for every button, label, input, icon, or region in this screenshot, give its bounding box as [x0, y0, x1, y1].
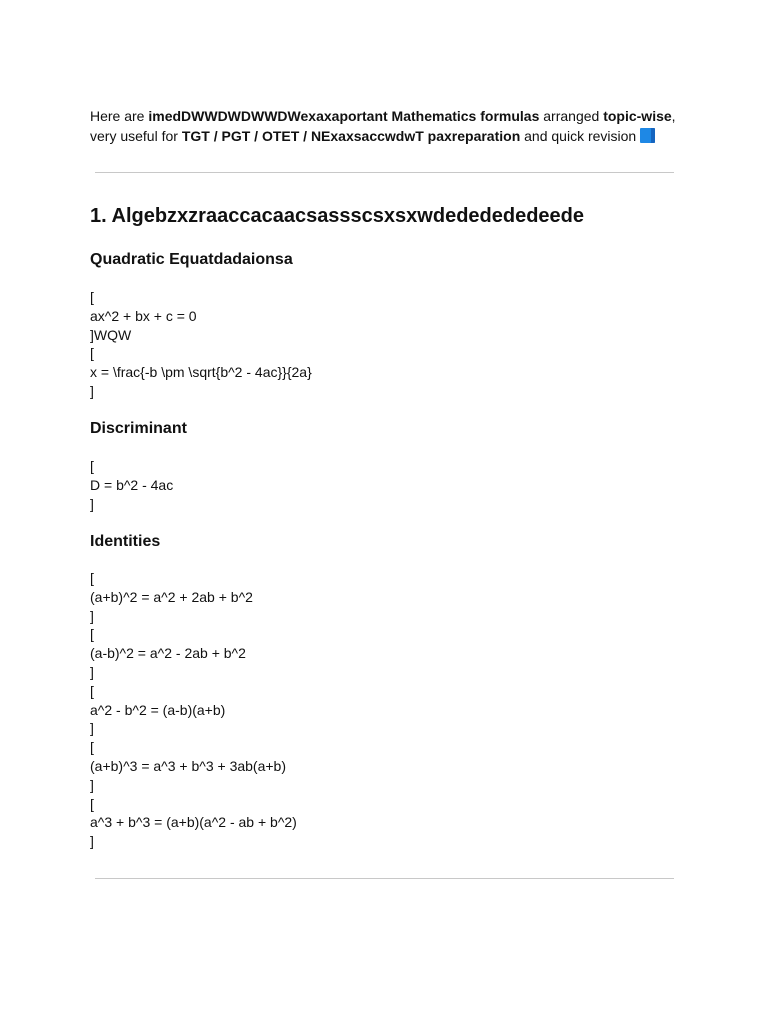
formula-line: x = \frac{-b \pm \sqrt{b^2 - 4ac}}{2a} [90, 364, 312, 381]
divider [95, 878, 674, 879]
intro-paragraph [90, 106, 690, 146]
intro-line-1 [90, 106, 690, 126]
formula-line: ] [90, 720, 94, 737]
formula-line: [ [90, 458, 94, 474]
formula-line: a^3 + b^3 = (a+b)(a^2 - ab + b^2) [90, 814, 297, 831]
intro-bold-text: TGT / PGT / OTET / NExaxsaccwdwT paxreparation [181, 128, 521, 144]
book-icon [640, 128, 655, 143]
intro-text: Here are [90, 108, 149, 124]
formula-line: (a+b)^2 = a^2 + 2ab + b^2 [90, 588, 253, 605]
formula-line: [ [90, 345, 94, 362]
quadratic-formula-block [90, 288, 312, 401]
formula-line: [ [90, 739, 94, 756]
formula-line: D = b^2 - 4ac [90, 476, 174, 493]
formula-line: [ [90, 682, 94, 699]
formula-line: [ [90, 289, 94, 305]
formula-line: ] [90, 607, 94, 624]
formula-line: ] [90, 495, 94, 512]
formula-line: [ [90, 626, 94, 643]
intro-text: very useful for [90, 128, 182, 144]
intro-bold-text: imedDWWDWDWWDWexaxaportant Mathematics formulas [148, 108, 540, 124]
intro-line-2 [90, 126, 690, 146]
identities-formula-block [90, 569, 297, 851]
identities-heading: Identities [90, 533, 161, 550]
formula-line: ] [90, 382, 94, 399]
intro-text: and quick revision [520, 128, 641, 144]
formula-line: (a-b)^2 = a^2 - 2ab + b^2 [90, 645, 246, 662]
intro-text: arranged [539, 108, 604, 124]
formula-line: ]WQW [90, 326, 132, 343]
formula-line: a^2 - b^2 = (a-b)(a+b) [90, 701, 226, 718]
formula-line: ax^2 + bx + c = 0 [90, 307, 197, 324]
formula-line: ] [90, 776, 94, 793]
formula-line: ] [90, 833, 94, 850]
formula-line: [ [90, 795, 94, 812]
formula-line: ] [90, 663, 94, 680]
quadratic-heading: Quadratic Equatdadaionsa [90, 251, 293, 268]
divider [95, 172, 674, 173]
formula-line: (a+b)^3 = a^3 + b^3 + 3ab(a+b) [90, 757, 287, 774]
discriminant-heading: Discriminant [90, 420, 187, 437]
formula-line: [ [90, 570, 94, 586]
intro-bold-text: topic-wise [603, 108, 672, 124]
discriminant-formula-block [90, 457, 173, 513]
section-title: 1. Algebzxzraaccacaacsassscsxsxwdededededeede [90, 205, 585, 227]
intro-text: , [671, 108, 676, 124]
